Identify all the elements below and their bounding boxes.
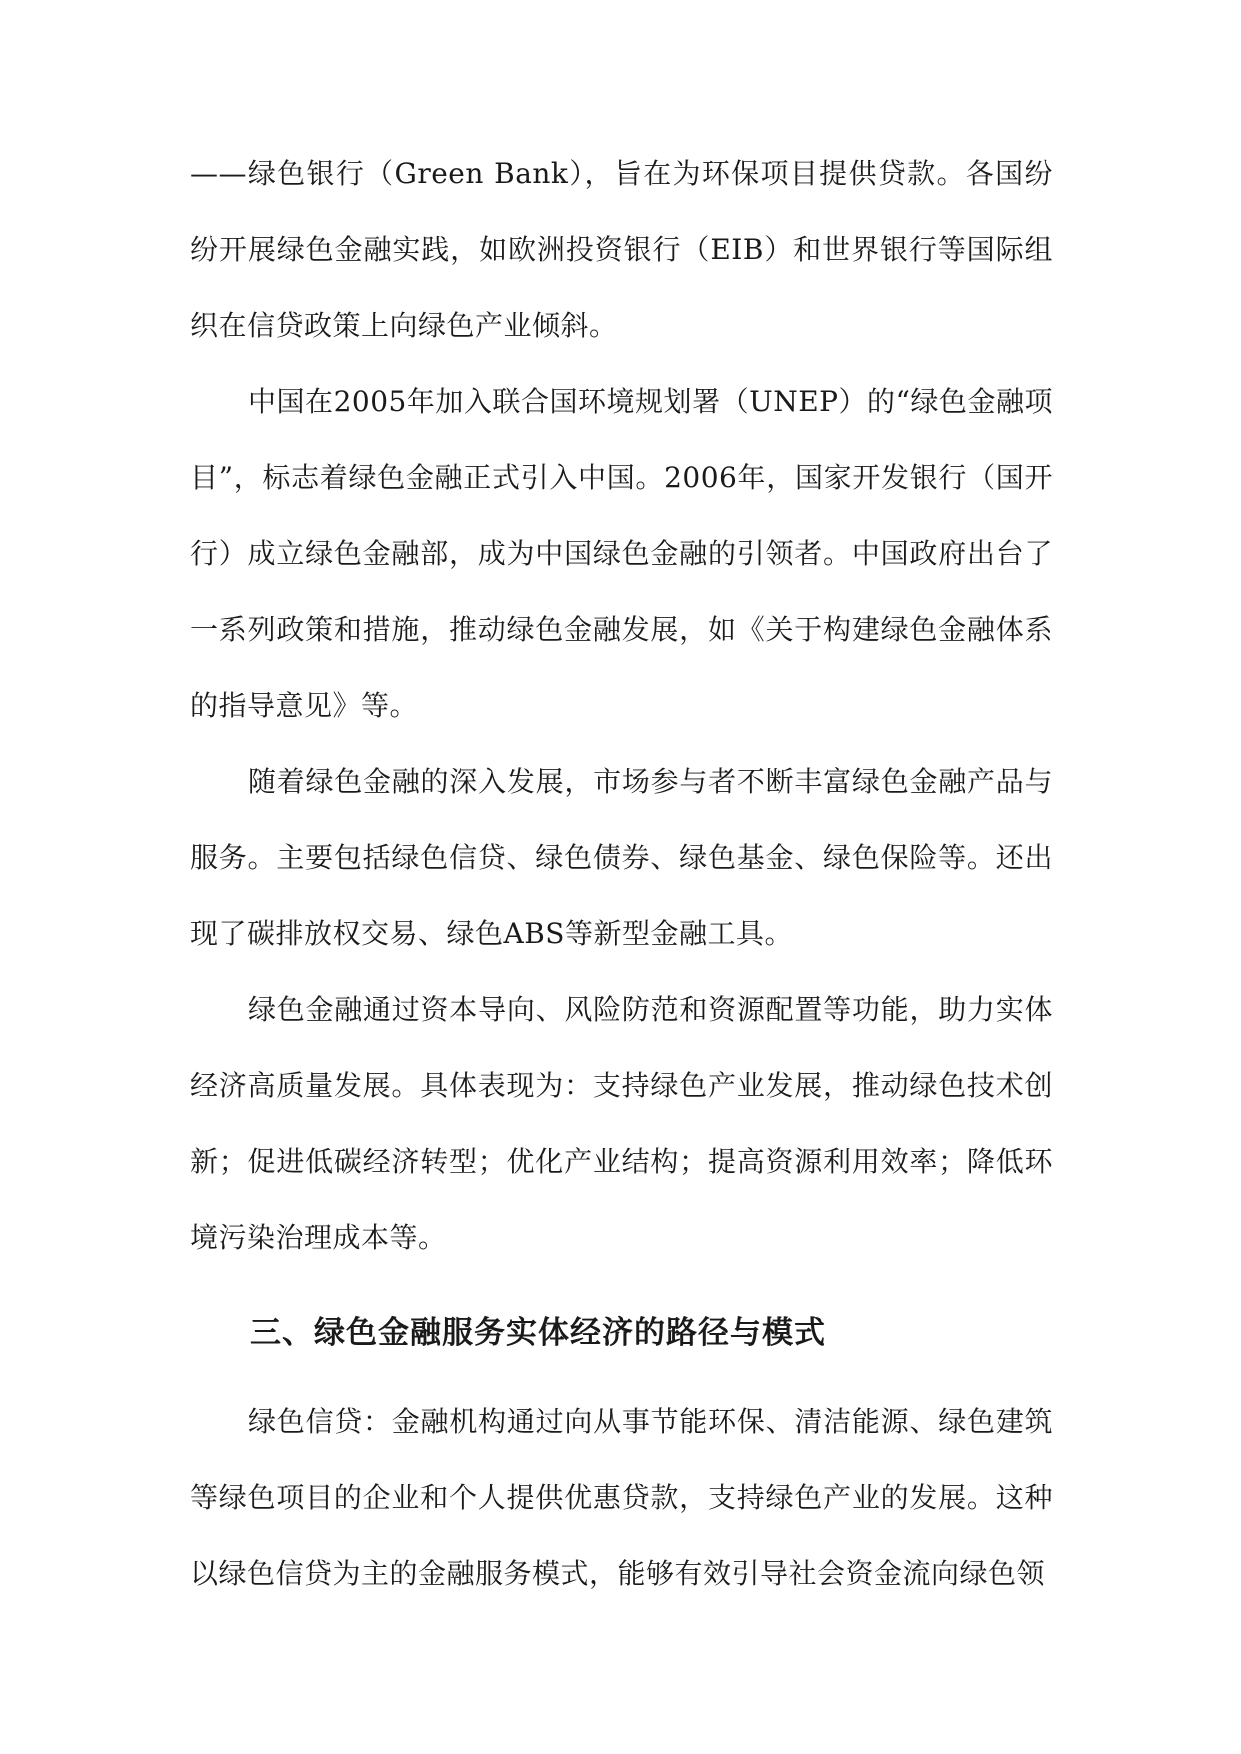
paragraph-green-bank-continuation: ——绿色银行（Green Bank），旨在为环保项目提供贷款。各国纷纷开展绿色金融实践，如欧洲投资银行（EIB）和世界银行等国际组织在信贷政策上向绿色产业倾斜。 (190, 157, 1053, 342)
paragraph-china-green-finance-history: 中国在2005年加入联合国环境规划署（UNEP）的“绿色金融项目”，标志着绿色金融正式引入中国。2006年，国家开发银行（国开行）成立绿色金融部，成为中国绿色金融的引领者。中国政府出台了一系列政策和措施，推动绿色金融发展，如《关于构建绿色金融体系的指导意见》等。 (190, 385, 1053, 722)
document-body (190, 136, 1053, 1612)
paragraph-green-finance-functions: 绿色金融通过资本导向、风险防范和资源配置等功能，助力实体经济高质量发展。具体表现为：支持绿色产业发展，推动绿色技术创新；促进低碳经济转型；优化产业结构；提高资源利用效率；降低环境污染治理成本等。 (190, 993, 1053, 1254)
section-heading: 三、绿色金融服务实体经济的路径与模式 (250, 1315, 826, 1351)
paragraph-green-finance-products: 随着绿色金融的深入发展，市场参与者不断丰富绿色金融产品与服务。主要包括绿色信贷、绿色债券、绿色基金、绿色保险等。还出现了碳排放权交易、绿色ABS等新型金融工具。 (190, 765, 1053, 950)
paragraph-green-credit: 绿色信贷：金融机构通过向从事节能环保、清洁能源、绿色建筑等绿色项目的企业和个人提供优惠贷款，支持绿色产业的发展。这种以绿色信贷为主的金融服务模式，能够有效引导社会资金流向绿色领 (190, 1405, 1053, 1590)
